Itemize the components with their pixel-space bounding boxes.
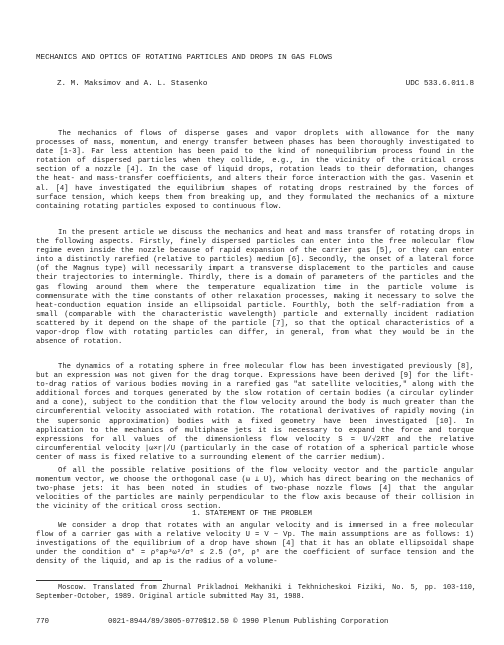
body-paragraph-3: The dynamics of a rotating sphere in free molecular flow has been investigated previously [8], but an expression was not given for the drag torque. Expressions have been derived [9] for the lift-to-drag ratios of various bodies moving in a rarefied gas "at satellite velocities," along with the additional forces and torques generated by the slow rotation of certain bodies (a circular cylinder and a cone), subject to the condition that the flow velocity around the body is much greater than the circumferential velocity associated with rotation. The rotational derivatives of rapidly moving (in the supersonic approximation) bodies with a fixed geometry have been investigated [10]. In application to the mechanics of multiphase jets it is necessary to expand the force and torque expressions for all values of the dimensionless flow velocity S = U/√2RT and the relative circumferential velocity |ω×r|/U (particularly in the case of rotation of a spherical particle whose center of mass is fixed relative to a surrounding element of the carrier medium). [36, 363, 474, 462]
publisher-imprint: 0021-8944/89/3005-0770$12.50 © 1990 Plenum Publishing Corporation [108, 618, 389, 626]
footnote-divider [36, 580, 162, 581]
body-paragraph-1: The mechanics of flows of disperse gases and vapor droplets with allowance for the many processes of mass, momentum, and energy transfer between phases has been thoroughly investigated to date [1-3]. Far less attention has been paid to the kind of nonequilibrium process found in the rotation of dispersed particles when they collide, e.g., in the vicinity of the critical cross section of a nozzle [4]. In the case of liquid drops, rotation leads to their deformation, changes the heat- and mass-transfer coefficients, and alters their force interaction with the gas. Vasenin et al. [4] have investigated the equilibrium shapes of rotating drops restrained by the forces of surface tension, which keeps them from breaking up, and they formulated the mechanics of a mixture containing rotating particles exposed to continuous flow. [36, 130, 474, 211]
article-title: MECHANICS AND OPTICS OF ROTATING PARTICLES AND DROPS IN GAS FLOWS [36, 54, 333, 62]
section-heading: 1. STATEMENT OF THE PROBLEM [192, 510, 312, 518]
page-number: 770 [36, 618, 49, 626]
udc-code: UDC 533.6.011.8 [405, 80, 474, 88]
footnote: Moscow. Translated from Zhurnal Prikladnoi Mekhaniki i Tekhnicheskoi Fiziki, No. 5, pp. 103-110, September-October, 1989. Original article submitted May 31, 1988. [36, 584, 476, 601]
body-paragraph-4: Of all the possible relative positions of the flow velocity vector and the particle angular momentum vector, we choose the orthogonal case (ω ⊥ U), which has direct bearing on the mechanics of two-phase jets: it has been noted in studies of two-phase nozzle flows [4] that the angular velocities of the particles are mainly perpendicular to the flow axis because of their collision in the vicinity of the critical cross section. [36, 467, 474, 512]
article-authors: Z. M. Maksimov and A. L. Stasenko [57, 80, 208, 88]
section-paragraph: We consider a drop that rotates with an angular velocity and is immersed in a free molecular flow of a carrier gas with a relative velocity U = V − Vp. The main assumptions are as follows: 1) investigations of the equilibrium of a drop have shown [4] that it has an oblate ellipsoidal shape under the condition α* = ρ⁰ap³ω²/σ⁰ ≤ 2.5 (σ⁰, ρ⁰ are the coefficient of surface tension and the density of the liquid, and ap is the radius of a volume- [36, 522, 474, 567]
body-paragraph-2: In the present article we discuss the mechanics and heat and mass transfer of rotating drops in the following aspects. Firstly, finely dispersed particles can enter into the free molecular flow regime even inside the nozzle because of rapid expansion of the carrier gas [5], or they can enter into a distinctly rarefied (relative to particles) medium [6]. Secondly, the onset of a lateral force (of the Magnus type) will necessarily impart a transverse displacement to the particles and cause their trajectories to intermingle. Thirdly, there is a domain of parameters of the particles and the gas flowing around them where the temperature equalization time in the particle volume is commensurate with the time constants of other relaxation processes, making it necessary to solve the heat-conduction equation inside an ellipsoidal particle. Fourthly, both the self-radiation from a small (comparable with the characteristic wavelength) particle and externally incident radiation scattered by it depend on the shape of the particle [7], so that the optical characteristics of a vapor-drop flow with rotating particles can differ, in general, from what they would be in the absence of rotation. [36, 229, 474, 347]
